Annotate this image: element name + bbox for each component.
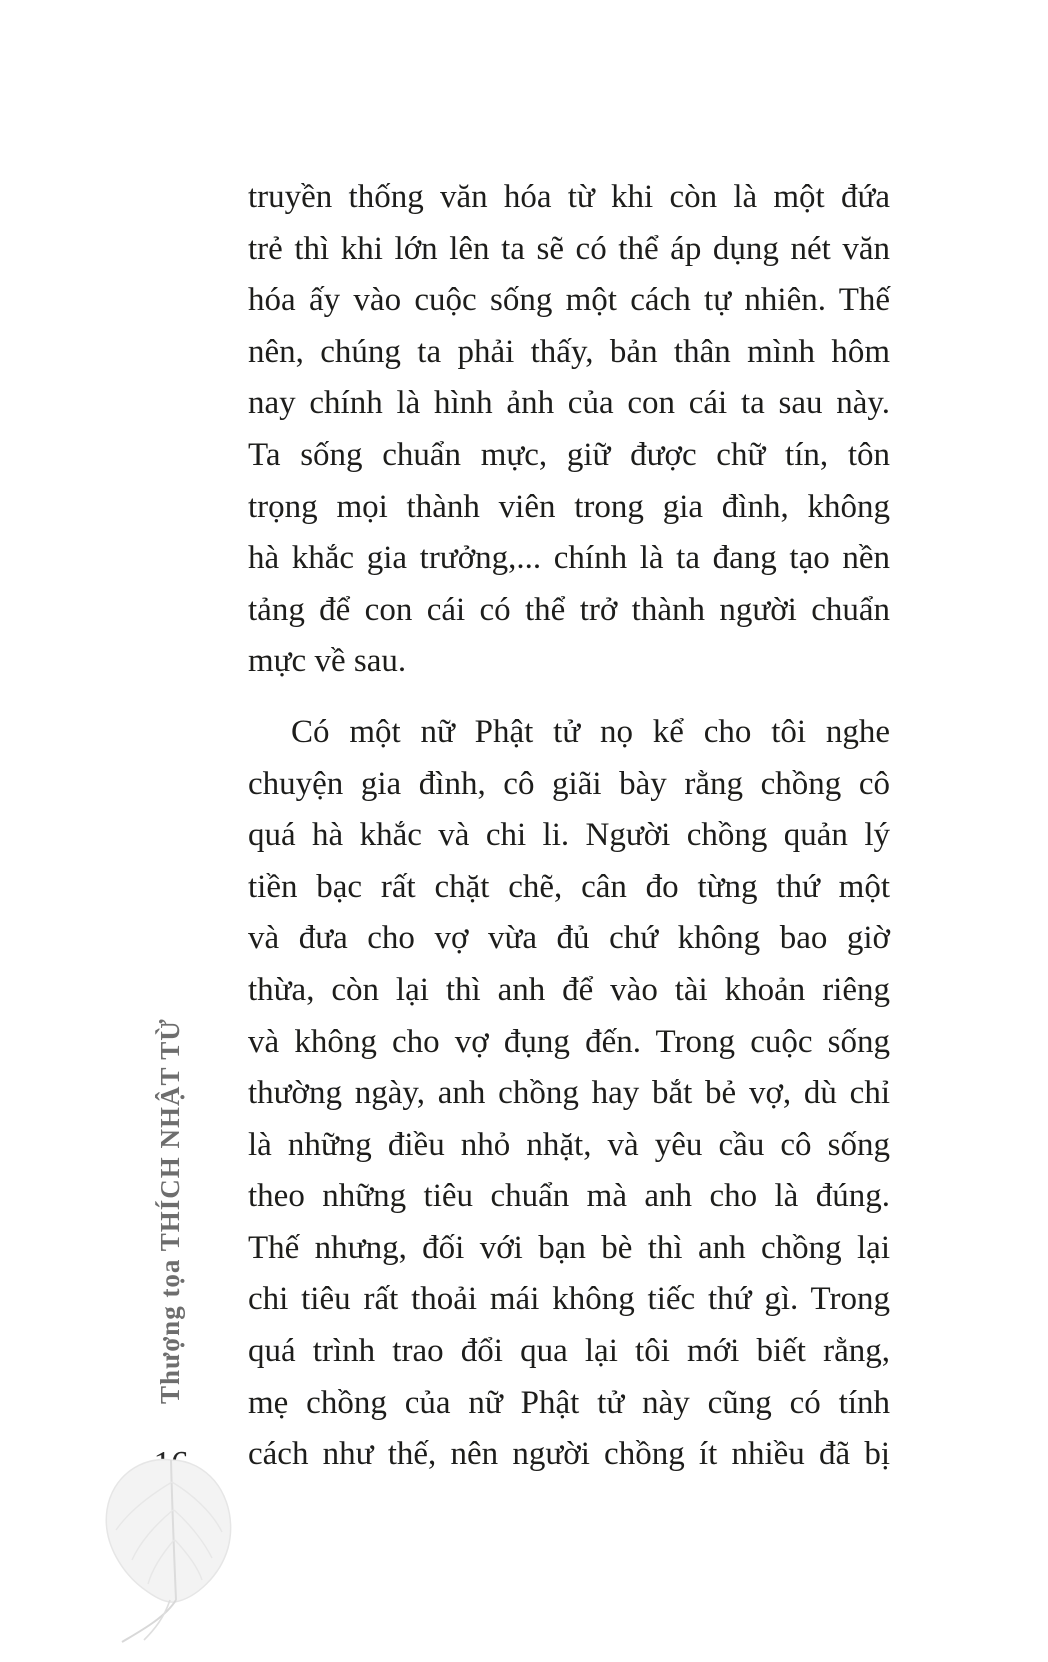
text-line: là những điều nhỏ nhặt, và yêu cầu cô sống xyxy=(248,1126,890,1163)
text-line: tiền bạc rất chặt chẽ, cân đo từng thứ một xyxy=(248,868,890,905)
text-line: cách như thế, nên người chồng ít nhiều đã bị xyxy=(248,1436,890,1473)
text-line: thường ngày, anh chồng hay bắt bẻ vợ, dù chỉ xyxy=(248,1075,890,1112)
text-line: truyền thống văn hóa từ khi còn là một đứa xyxy=(248,179,890,215)
text-line: trọng mọi thành viên trong gia đình, không xyxy=(248,488,890,525)
text-line: mẹ chồng của nữ Phật tử này cũng có tính xyxy=(248,1384,890,1421)
text-line: Ta sống chuẩn mực, giữ được chữ tín, tôn xyxy=(248,436,890,473)
text-line: quá trình trao đổi qua lại tôi mới biết rằng, xyxy=(248,1333,890,1370)
text-line: thừa, còn lại thì anh để vào tài khoản riêng xyxy=(248,971,890,1008)
text-line: nay chính là hình ảnh của con cái ta sau này. xyxy=(248,385,890,422)
text-line: và đưa cho vợ vừa đủ chứ không bao giờ xyxy=(248,920,890,957)
text-line: chuyện gia đình, cô giãi bày rằng chồng cô xyxy=(248,765,890,802)
bodhi-leaf-icon xyxy=(92,1452,250,1647)
paragraph-1 xyxy=(248,172,890,688)
text-line: và không cho vợ đụng đến. Trong cuộc sống xyxy=(248,1023,890,1060)
text-line: trẻ thì khi lớn lên ta sẽ có thể áp dụng nét văn xyxy=(248,230,890,267)
sidebar-author-text: Thượng tọa THÍCH NHẬT TỪ xyxy=(155,1018,185,1404)
text-line: nên, chúng ta phải thấy, bản thân mình hôm xyxy=(248,333,890,370)
text-block xyxy=(248,172,890,1481)
text-line: theo những tiêu chuẩn mà anh cho là đúng. xyxy=(248,1178,890,1215)
text-line: tảng để con cái có thể trở thành người chuẩn xyxy=(248,591,890,628)
text-line: quá hà khắc và chi li. Người chồng quản lý xyxy=(248,817,890,854)
text-line: Thế nhưng, đối với bạn bè thì anh chồng lại xyxy=(248,1229,890,1266)
text-line: Có một nữ Phật tử nọ kể cho tôi nghe xyxy=(291,713,890,750)
paragraph-2 xyxy=(248,707,890,1481)
text-line: hóa ấy vào cuộc sống một cách tự nhiên. Thế xyxy=(248,282,890,319)
text-line: hà khắc gia trưởng,... chính là ta đang tạo nền xyxy=(248,540,890,577)
text-line: mực về sau. xyxy=(248,643,407,680)
text-line: chi tiêu rất thoải mái không tiếc thứ gì. Trong xyxy=(248,1281,890,1318)
